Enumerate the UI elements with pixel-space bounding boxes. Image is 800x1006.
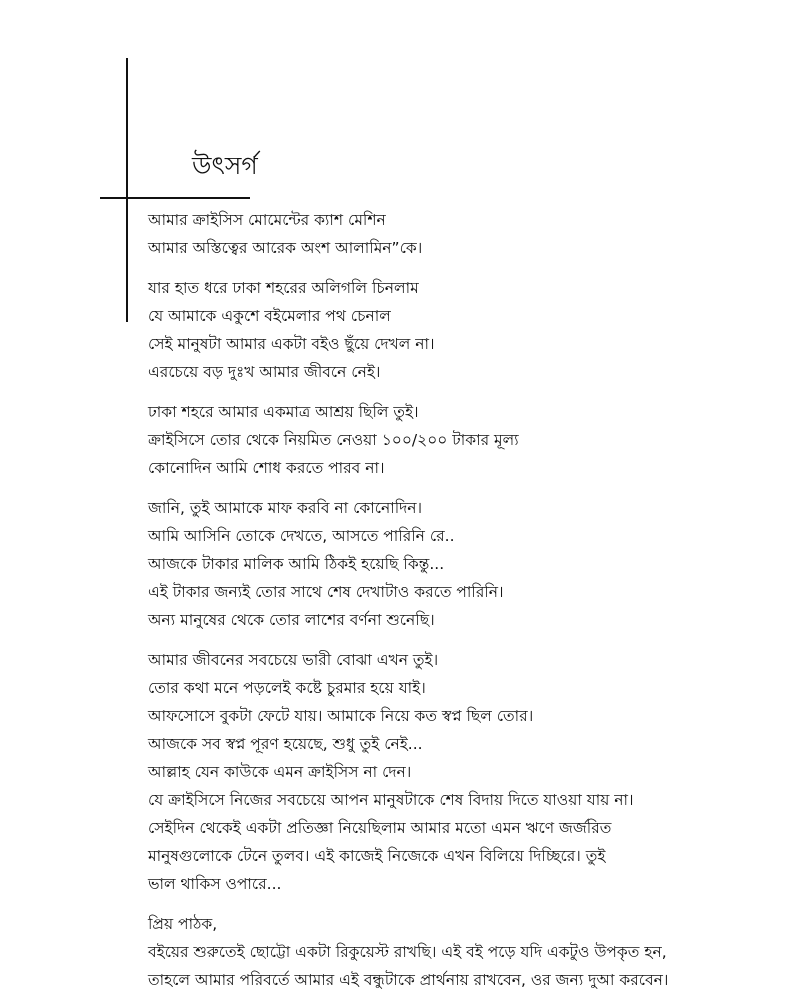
text-line: যে ক্রাইসিসে নিজের সবচেয়ে আপন মানুষটাকে শেষ বিদায় দিতে যাওয়া যায় না। (148, 791, 634, 809)
text-line: প্রিয় পাঠক, (148, 915, 218, 933)
stanza (148, 494, 773, 634)
text-line: আজকে সব স্বপ্ন পূরণ হয়েছে, শুধু তুই নেই... (148, 735, 423, 753)
vertical-rule (126, 58, 128, 322)
text-line: আজকে টাকার মালিক আমি ঠিকই হয়েছি কিন্তু... (148, 555, 445, 573)
text-line: কোনোদিন আমি শোধ করতে পারব না। (148, 459, 385, 477)
text-line: সেইদিন থেকেই একটা প্রতিজ্ঞা নিয়েছিলাম আমার মতো এমন ঋণে জর্জরিত (148, 819, 612, 837)
text-line: যে আমাকে একুশে বইমেলার পথ চেনাল (148, 307, 391, 325)
stanza (148, 206, 773, 262)
text-line: যার হাত ধরে ঢাকা শহরের অলিগলি চিনলাম (148, 279, 419, 297)
stanza (148, 274, 773, 386)
text-line: বইয়ের শুরুতেই ছোট্টো একটা রিকুয়েস্ট রাখছি। এই বই পড়ে যদি একটুও উপকৃত হন, (148, 943, 667, 961)
text-line: আমার জীবনের সবচেয়ে ভারী বোঝা এখন তুই। (148, 651, 439, 669)
text-line: ভাল থাকিস ওপারে... (148, 875, 282, 893)
text-line: এই টাকার জন্যই তোর সাথে শেষ দেখাটাও করতে পারিনি। (148, 583, 504, 601)
text-line: তোর কথা মনে পড়লেই কষ্টে চুরমার হয়ে যাই। (148, 679, 426, 697)
text-line: জানি, তুই আমাকে মাফ করবি না কোনোদিন। (148, 499, 423, 517)
stanza (148, 910, 773, 994)
stanza (148, 398, 773, 482)
page-title: উৎসর্গ (192, 151, 258, 180)
text-line: আমি আসিনি তোকে দেখতে, আসতে পারিনি রে.. (148, 527, 455, 545)
text-line: ঢাকা শহরে আমার একমাত্র আশ্রয় ছিলি তুই। (148, 403, 419, 421)
text-line: ক্রাইসিসে তোর থেকে নিয়মিত নেওয়া ১০০/২০০ টাকার মূল্য (148, 431, 519, 449)
text-line: সেই মানুষটা আমার একটা বইও ছুঁয়ে দেখল না। (148, 335, 435, 353)
text-line: অন্য মানুষের থেকে তোর লাশের বর্ণনা শুনেছি। (148, 611, 435, 629)
text-line: আফসোসে বুকটা ফেটে যায়। আমাকে নিয়ে কত স্বপ্ন ছিল তোর। (148, 707, 534, 725)
text-line: আমার ক্রাইসিস মোমেন্টের ক্যাশ মেশিন (148, 211, 386, 229)
text-line: তাহলে আমার পরিবর্তে আমার এই বন্ধুটাকে প্রার্থনায় রাখবেন, ওর জন্য দুআ করবেন। (148, 971, 669, 989)
dedication-body (148, 206, 773, 1006)
text-line: আল্লাহ যেন কাউকে এমন ক্রাইসিস না দেন। (148, 763, 412, 781)
horizontal-rule (100, 197, 250, 199)
text-line: মানুষগুলোকে টেনে তুলব। এই কাজেই নিজেকে এখন বিলিয়ে দিচ্ছিরে। তুই (148, 847, 606, 865)
stanza (148, 646, 773, 898)
text-line: আমার অস্তিত্বের আরেক অংশ আলামিন”কে। (148, 239, 423, 257)
text-line: এরচেয়ে বড় দুঃখ আমার জীবনে নেই। (148, 363, 381, 381)
